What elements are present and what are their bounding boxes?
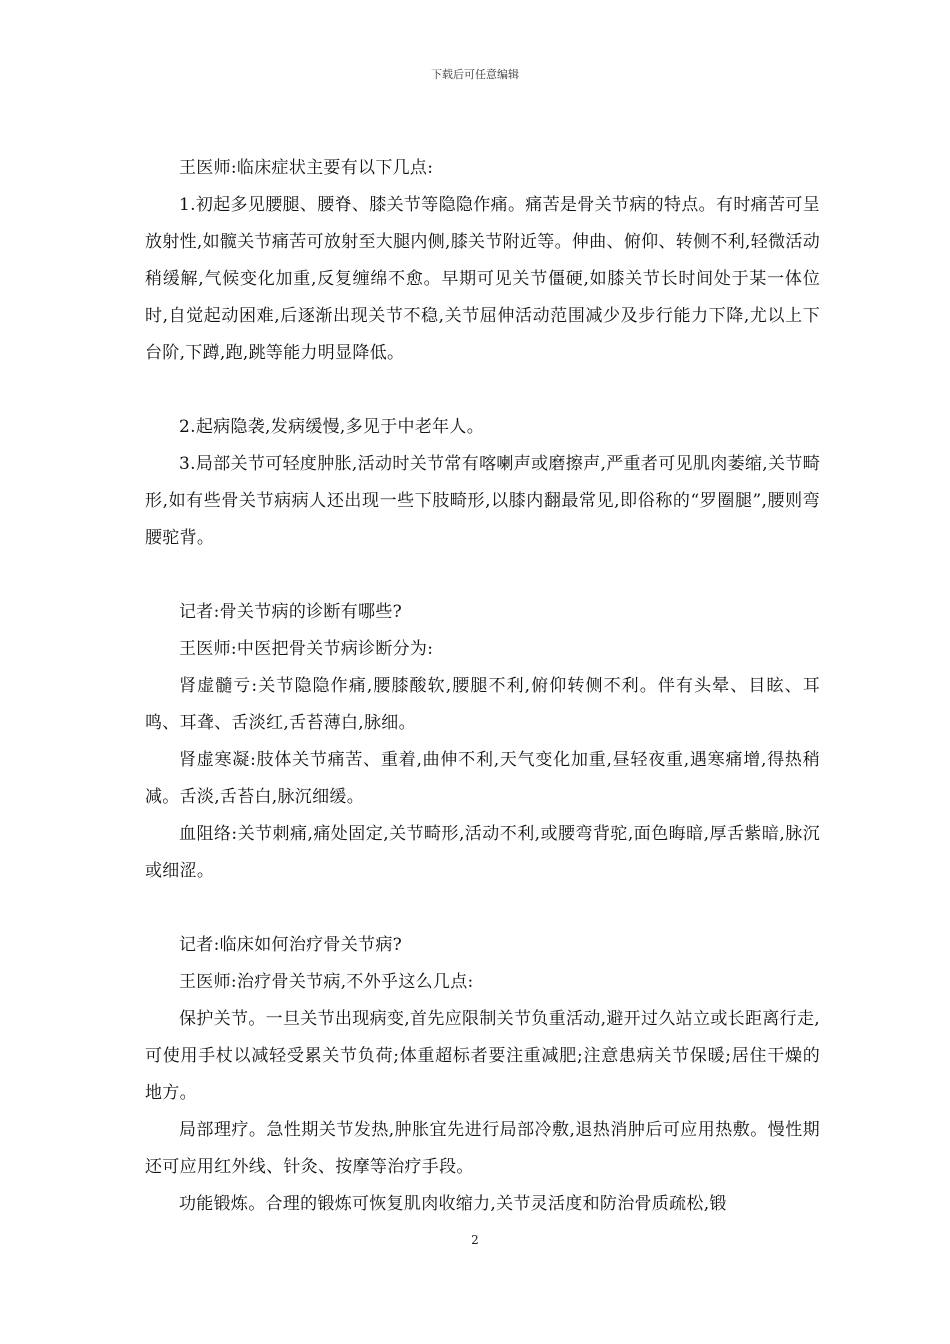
paragraph: 保护关节。一旦关节出现病变,首先应限制关节负重活动,避开过久站立或长距离行走,可使用手杖以减轻受累关节负荷;体重超标者要注重减肥;注意患病关节保暖;居住干燥的地方。 xyxy=(145,1009,820,1103)
paragraph: 肾虚寒凝:肢体关节痛苦、重着,曲伸不利,天气变化加重,昼轻夜重,遇寒痛增,得热稍减。舌淡,舌苔白,脉沉细缓。 xyxy=(145,750,820,807)
document-body xyxy=(145,150,820,1223)
paragraph: 王医师:治疗骨关节病,不外乎这么几点: xyxy=(179,972,474,992)
paragraph: 3.局部关节可轻度肿胀,活动时关节常有喀喇声或磨擦声,严重者可见肌肉萎缩,关节畸形,如有些骨关节病病人还出现一些下肢畸形,以膝内翻最常见,即俗称的“罗圈腿”,腰则弯腰驼背。 xyxy=(145,454,820,548)
paragraph: 功能锻炼。合理的锻炼可恢复肌肉收缩力,关节灵活度和防治骨质疏松,锻 xyxy=(179,1194,727,1214)
paragraph: 1.初起多见腰腿、腰脊、膝关节等隐隐作痛。痛苦是骨关节病的特点。有时痛苦可呈放射性,如髋关节痛苦可放射至大腿内侧,膝关节附近等。伸曲、俯仰、转侧不利,轻微活动稍缓解,气候变化加重,反复缠绵不愈。早期可见关节僵硬,如膝关节长时间处于某一体位时,自觉起动困难,后逐渐出现关节不稳,关节屈伸活动范围减少及步行能力下降,尤以上下台阶,下蹲,跑,跳等能力明显降低。 xyxy=(145,195,820,363)
paragraph: 王医师:中医把骨关节病诊断分为: xyxy=(179,639,434,659)
paragraph: 记者:临床如何治疗骨关节病? xyxy=(179,935,403,955)
paragraph: 记者:骨关节病的诊断有哪些? xyxy=(179,602,403,622)
page-number: 2 xyxy=(471,1233,479,1247)
paragraph: 肾虚髓亏:关节隐隐作痛,腰膝酸软,腰腿不利,俯仰转侧不利。伴有头晕、目眩、耳鸣、耳聋、舌淡红,舌苔薄白,脉细。 xyxy=(145,676,820,733)
paragraph: 王医师:临床症状主要有以下几点: xyxy=(179,158,434,178)
page-header: 下载后可任意编辑 xyxy=(431,68,519,81)
paragraph: 2.起病隐袭,发病缓慢,多见于中老年人。 xyxy=(179,417,485,437)
paragraph: 血阻络:关节刺痛,痛处固定,关节畸形,活动不利,或腰弯背驼,面色晦暗,厚舌紫暗,脉沉或细涩。 xyxy=(145,824,820,881)
paragraph: 局部理疗。急性期关节发热,肿胀宜先进行局部冷敷,退热消肿后可应用热敷。慢性期还可应用红外线、针灸、按摩等治疗手段。 xyxy=(145,1120,820,1177)
